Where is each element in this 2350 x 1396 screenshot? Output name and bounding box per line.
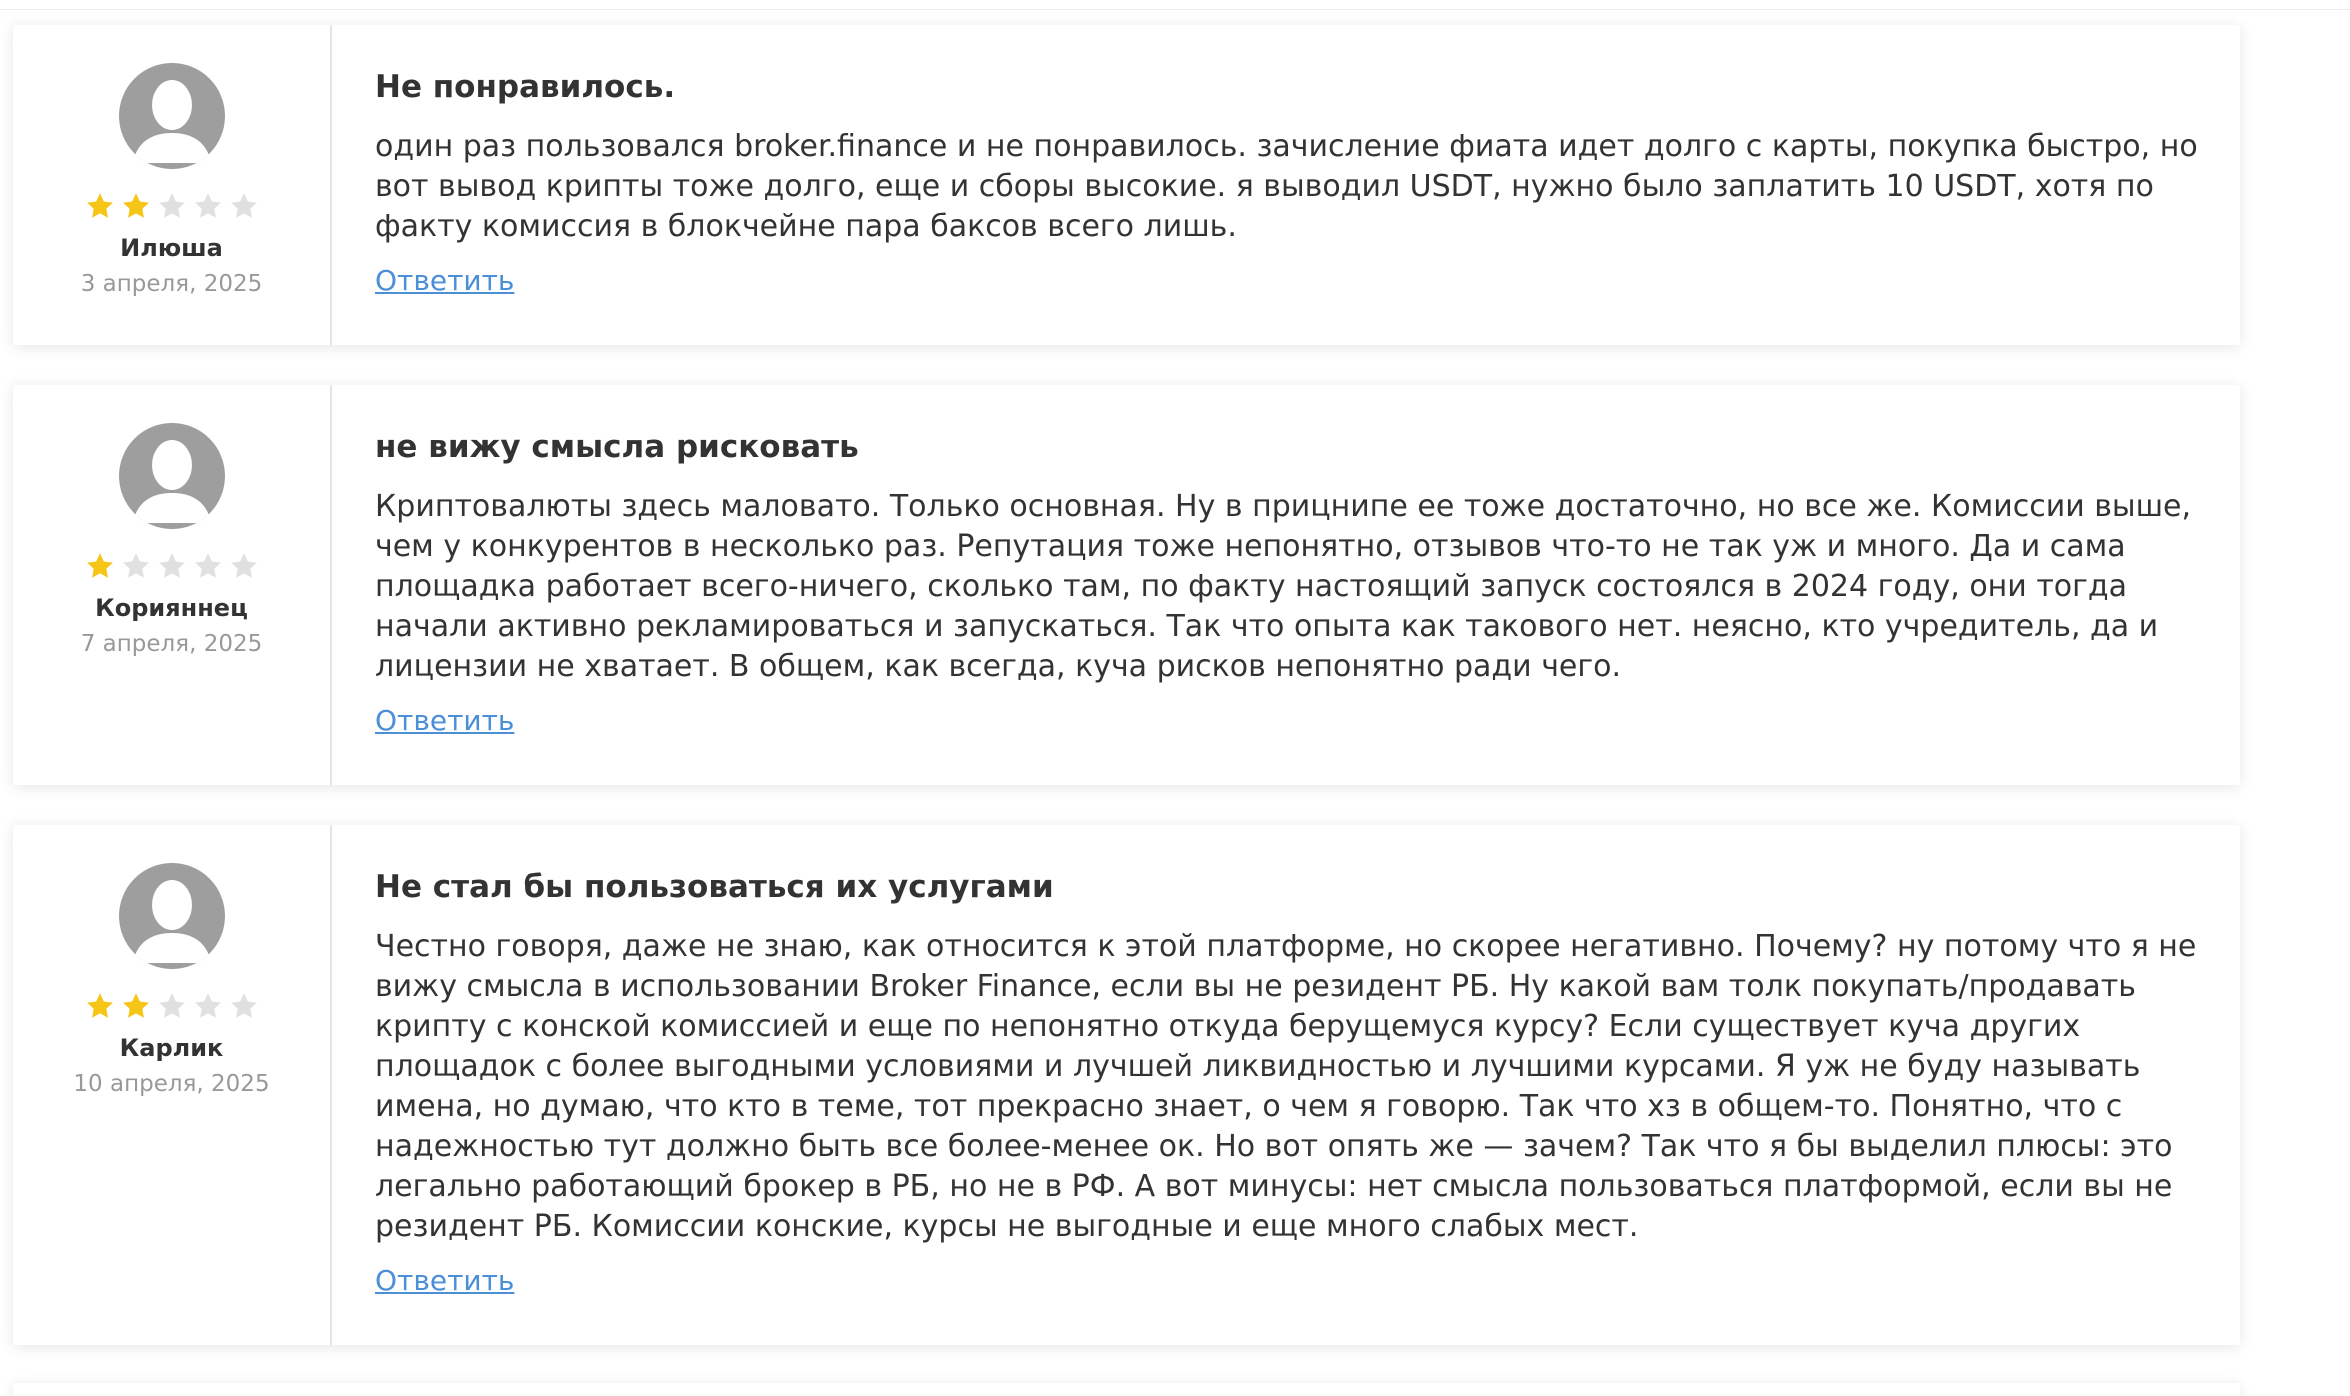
star-filled-icon: [85, 551, 115, 581]
review-author-panel: [13, 385, 332, 785]
star-rating: [85, 991, 259, 1021]
avatar: [119, 863, 225, 969]
review-text: один раз пользовался broker.finance и не понравилось. зачисление фиата идет долго с карты, покупка быстро, но вот вывод крипты тоже долго, еще и сборы высокие. я выводил USDT, нужно было заплатить 10 USDT, хотя по факту комиссия в блокчейне пара баксов всего лишь.: [375, 129, 2198, 244]
author-name: Карлик: [119, 1034, 224, 1062]
user-silhouette-icon: [119, 423, 225, 529]
review-body: [332, 825, 2240, 1345]
review-date: 10 апреля, 2025: [73, 1071, 270, 1097]
review-card: [13, 825, 2240, 1345]
review-body: [332, 385, 2240, 785]
star-filled-icon: [85, 991, 115, 1021]
star-empty-icon: [193, 551, 223, 581]
review-date: 7 апреля, 2025: [80, 631, 263, 657]
review-author-panel: [13, 25, 332, 345]
star-filled-icon: [121, 991, 151, 1021]
star-empty-icon: [193, 991, 223, 1021]
user-silhouette-icon: [119, 63, 225, 169]
star-rating: [85, 191, 259, 221]
star-empty-icon: [157, 991, 187, 1021]
star-empty-icon: [229, 991, 259, 1021]
next-review-card-edge: [13, 1383, 2240, 1396]
star-empty-icon: [157, 551, 187, 581]
reply-link[interactable]: Ответить: [375, 264, 515, 297]
star-empty-icon: [229, 551, 259, 581]
star-empty-icon: [229, 191, 259, 221]
review-card: [13, 25, 2240, 345]
review-text: Честно говоря, даже не знаю, как относится к этой платформе, но скорее негативно. Почему? ну потому что я не вижу смысла в использовании Broker Finance, если вы не резидент РБ. Ну какой вам толк покупать/продавать крипту с конской комиссией и еще по непонятно откуда берущемуся курсу? Если существует куча других площадок с более выгодными условиями и лучшей ликвидностью и лучшими курсами. Я уж не буду называть имена, но думаю, что кто в теме, тот прекрасно знает, о чем я говорю. Так что хз в общем-то. Понятно, что с надежностью тут должно быть все более-менее ок. Но вот опять же — зачем? Так что я бы выделил плюсы: это легально работающий брокер в РБ, но не в РФ. А вот минусы: нет смысла пользоваться платформой, если вы не резидент РБ. Комиссии конские, курсы не выгодные и еще много слабых мест.: [375, 929, 2197, 1244]
star-filled-icon: [85, 191, 115, 221]
review-body: [332, 25, 2240, 345]
review-title: не вижу смысла рисковать: [375, 429, 859, 465]
top-divider: [0, 0, 2350, 10]
review-author-panel: [13, 825, 332, 1345]
review-title: Не стал бы пользоваться их услугами: [375, 869, 1054, 905]
avatar: [119, 63, 225, 169]
star-rating: [85, 551, 259, 581]
avatar: [119, 423, 225, 529]
reply-link[interactable]: Ответить: [375, 1264, 515, 1297]
review-card: [13, 385, 2240, 785]
star-empty-icon: [121, 551, 151, 581]
user-silhouette-icon: [119, 863, 225, 969]
reply-link[interactable]: Ответить: [375, 704, 515, 737]
star-empty-icon: [193, 191, 223, 221]
star-filled-icon: [121, 191, 151, 221]
author-name: Корияннец: [95, 594, 248, 622]
review-text: Криптовалюты здесь маловато. Только основная. Ну в прицнипе ее тоже достаточно, но все же. Комиссии выше, чем у конкурентов в несколько раз. Репутация тоже непонятно, отзывов что-то не так уж и много. Да и сама площадка работает всего-ничего, сколько там, по факту настоящий запуск состоялся в 2024 году, они тогда начали активно рекламироваться и запускаться. Так что опыта как такового нет. неясно, кто учредитель, да и лицензии не хватает. В общем, как всегда, куча рисков непонятно ради чего.: [375, 489, 2192, 684]
review-date: 3 апреля, 2025: [80, 271, 263, 297]
star-empty-icon: [157, 191, 187, 221]
author-name: Илюша: [120, 234, 223, 262]
review-title: Не понравилось.: [375, 69, 676, 105]
